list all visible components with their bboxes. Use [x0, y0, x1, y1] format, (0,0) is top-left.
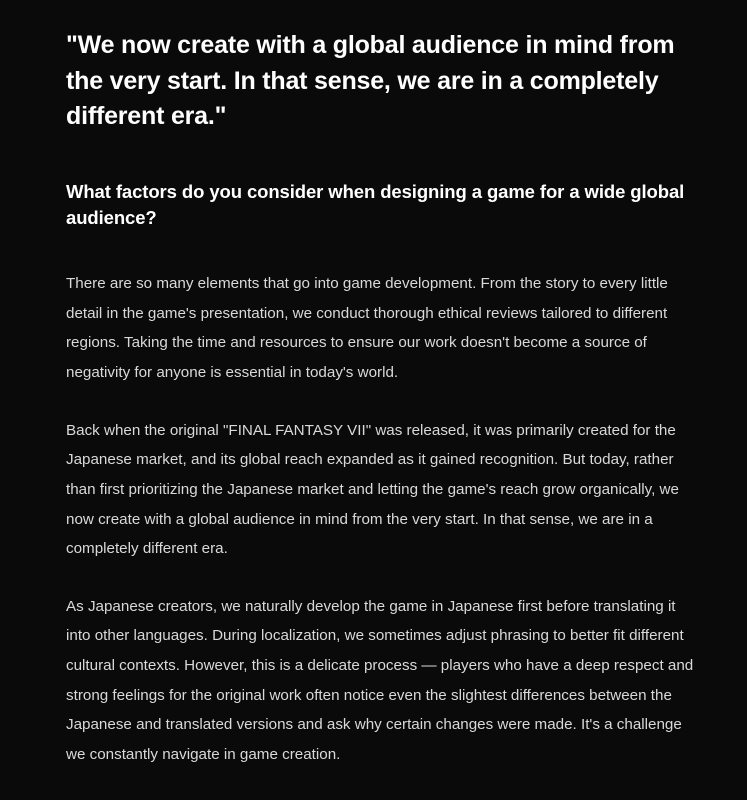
- body-paragraph: Back when the original "FINAL FANTASY VII" was released, it was primarily created for the Japanese market, and its global reach expanded as it gained recognition. But today, rather than first prioritizing the Japanese market and letting the game's reach grow organically, we now create with a global audience in mind from the very start. In that sense, we are in a completely different era.: [66, 421, 679, 558]
- pull-quote: "We now create with a global audience in mind from the very start. In that sense, we are in a completely different era.": [66, 31, 675, 130]
- body-paragraph: There are so many elements that go into game development. From the story to every little detail in the game's presentation, we conduct thorough ethical reviews tailored to different regions. Taking the time and resources to ensure our work doesn't become a source of negativity for anyone is essential in today's world.: [66, 275, 668, 381]
- section-question-heading: What factors do you consider when designing a game for a wide global audience?: [66, 180, 685, 228]
- body-paragraph: As Japanese creators, we naturally develop the game in Japanese first before translating it into other languages. During localization, we sometimes adjust phrasing to better fit different cultural contexts. However, this is a delicate process — players who have a deep respect and strong feelings for the original work often notice even the slightest differences between the Japanese and translated versions and ask why certain changes were made. It's a challenge we constantly navigate in game creation.: [66, 597, 694, 763]
